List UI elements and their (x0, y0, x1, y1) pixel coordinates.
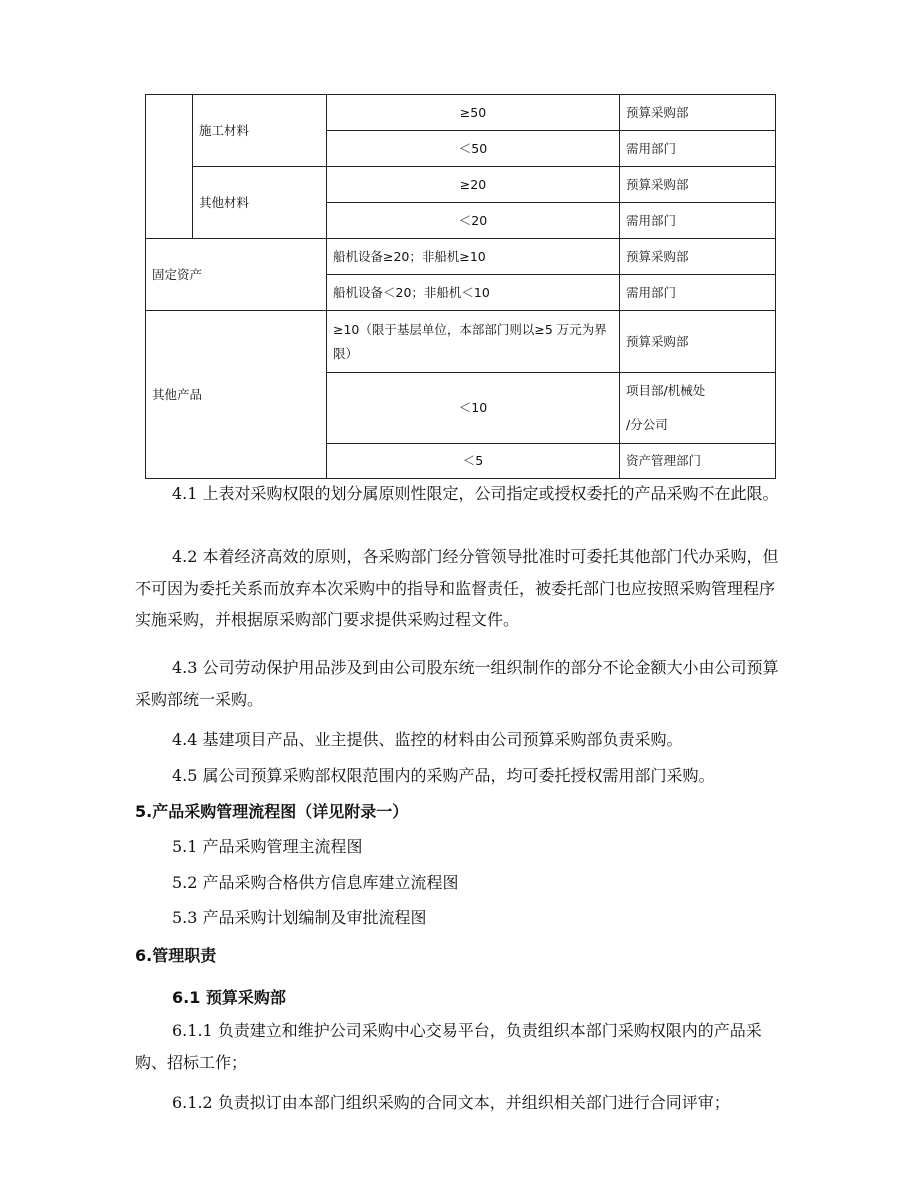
paragraph-4-2: 4.2 本着经济高效的原则，各采购部门经分管领导批准时可委托其他部门代办采购，但不可因为委托关系而放弃本次采购中的指导和监督责任，被委托部门也应按照采购管理程序实施采购，并根据原采购部门要求提供采购过程文件。 (135, 547, 779, 629)
table-cell-condition: ＜50 (327, 131, 620, 167)
department-line: 项目部/机械处 (626, 383, 706, 398)
table-cell-category: 其他产品 (146, 311, 327, 479)
paragraph-4-4: 4.4 基建项目产品、业主提供、监控的材料由公司预算采购部负责采购。 (172, 730, 683, 749)
paragraph-4-5: 4.5 属公司预算采购部权限范围内的采购产品，均可委托授权需用部门采购。 (172, 766, 715, 785)
table-cell-category: 固定资产 (146, 239, 327, 311)
table-cell-department: 需用部门 (620, 275, 776, 311)
table-cell-department: 预算采购部 (620, 311, 776, 373)
table-cell-subcategory: 其他材料 (193, 167, 327, 239)
table-cell-department (620, 373, 776, 444)
table-cell-department: 预算采购部 (620, 167, 776, 203)
table-cell-department: 需用部门 (620, 131, 776, 167)
section-6-1-heading: 6.1 预算采购部 (172, 988, 286, 1007)
table-cell-condition: 船机设备≥20；非船机≥10 (327, 239, 620, 275)
table-cell-department: 预算采购部 (620, 95, 776, 131)
table-cell-category-empty (146, 95, 193, 239)
table-cell-condition: ＜10 (327, 373, 620, 444)
table-cell-condition: ≥50 (327, 95, 620, 131)
section-5-item: 5.3 产品采购计划编制及审批流程图 (172, 908, 427, 927)
table-cell-department: 资产管理部门 (620, 444, 776, 479)
table-cell-condition: 船机设备＜20；非船机＜10 (327, 275, 620, 311)
table-cell-condition: ≥20 (327, 167, 620, 203)
section-5-heading: 5.产品采购管理流程图（详见附录一） (135, 802, 409, 821)
table-cell-department: 需用部门 (620, 203, 776, 239)
table-cell-condition: ≥10（限于基层单位，本部部门则以≥5 万元为界限） (327, 311, 620, 373)
paragraph-4-1: 4.1 上表对采购权限的划分属原则性限定，公司指定或授权委托的产品采购不在此限。 (172, 484, 779, 503)
table-cell-subcategory: 施工材料 (193, 95, 327, 167)
table-cell-condition: ＜20 (327, 203, 620, 239)
paragraph-6-1-2: 6.1.2 负责拟订由本部门组织采购的合同文本，并组织相关部门进行合同评审； (172, 1093, 730, 1112)
department-line: /分公司 (626, 417, 668, 432)
paragraph-6-1-1: 6.1.1 负责建立和维护公司采购中心交易平台，负责组织本部门采购权限内的产品采购、招标工作； (135, 1021, 762, 1072)
purchase-authority-table (145, 94, 776, 479)
paragraph-4-3: 4.3 公司劳动保护用品涉及到由公司股东统一组织制作的部分不论金额大小由公司预算采购部统一采购。 (135, 658, 779, 709)
section-6-heading: 6.管理职责 (135, 946, 217, 965)
table-cell-condition: ＜5 (327, 444, 620, 479)
section-5-item: 5.2 产品采购合格供方信息库建立流程图 (172, 873, 459, 892)
section-5-item: 5.1 产品采购管理主流程图 (172, 837, 363, 856)
table-cell-department: 预算采购部 (620, 239, 776, 275)
